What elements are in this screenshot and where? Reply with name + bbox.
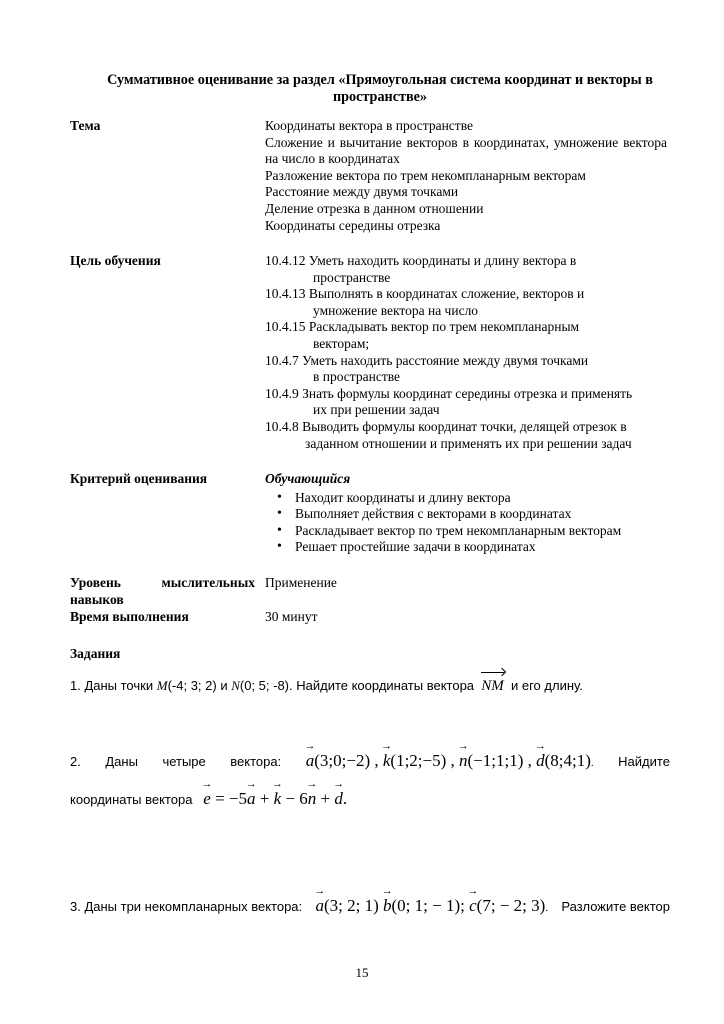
task-2-number: 2. bbox=[70, 754, 81, 769]
skills-value: Применение bbox=[265, 575, 337, 590]
topic-item: Сложение и вычитание векторов в координатах, умножение вектора на число в координатах bbox=[265, 134, 667, 167]
topic-list bbox=[265, 118, 667, 234]
task-3-vectors bbox=[315, 897, 548, 917]
objective-line: 10.4.7 Уметь находить расстояние между двумя точками bbox=[265, 352, 589, 368]
vector-b: → b bbox=[383, 897, 392, 915]
topic-item: Координаты середины отрезка bbox=[265, 217, 441, 233]
objectives-label: Цель обучения bbox=[70, 253, 161, 268]
vector-e: → e bbox=[203, 790, 211, 808]
task-3-tail: Разложите вектор bbox=[561, 899, 670, 914]
skills-label bbox=[70, 575, 255, 608]
point-n-coords: (0; 5; -8). Найдите координаты вектора bbox=[239, 678, 475, 693]
task-3-dot: . bbox=[545, 902, 549, 914]
task-2-find: Найдите bbox=[618, 754, 670, 769]
criteria-item: • Решает простейшие задачи в координатах bbox=[295, 539, 667, 556]
objectives-list bbox=[265, 253, 667, 452]
task-2-line-2 bbox=[70, 790, 347, 809]
topic-item: Координаты вектора в пространстве bbox=[265, 118, 473, 133]
topic-item: Разложение вектора по трем некомпланарным векторам bbox=[265, 167, 586, 183]
objective-line: в пространстве bbox=[313, 369, 401, 385]
task-1-lead: 1. Даны точки bbox=[70, 678, 154, 693]
vector-c: → c bbox=[469, 897, 477, 915]
topic-item: Деление отрезка в данном отношении bbox=[265, 200, 484, 216]
criteria-item: • Выполняет действия с векторами в координатах bbox=[295, 506, 667, 523]
task-2 bbox=[70, 752, 670, 772]
vector-a: → a bbox=[247, 790, 256, 808]
topic-label: Тема bbox=[70, 118, 101, 133]
topic-item: Расстояние между двумя точками bbox=[265, 184, 459, 200]
objective-line: 10.4.8 Выводить формулы координат точки, делящей отрезок в bbox=[265, 418, 627, 434]
task-1 bbox=[70, 675, 583, 695]
tasks-heading: Задания bbox=[70, 646, 121, 661]
objective-line: умножение вектора на число bbox=[313, 302, 479, 318]
title-line-1: Суммативное оценивание за раздел «Прямоугольная система координат и векторы в bbox=[107, 72, 653, 88]
objective-line: их при решении задач bbox=[313, 402, 440, 418]
task-2-dot: . bbox=[590, 757, 594, 769]
objective-line: заданном отношении и применять их при решении задач bbox=[305, 435, 632, 451]
task-2-word: Даны bbox=[105, 754, 138, 769]
criteria-block bbox=[265, 471, 667, 556]
criteria-heading: Обучающийся bbox=[265, 471, 351, 486]
criteria-label: Критерий оценивания bbox=[70, 471, 208, 486]
time-label: Время выполнения bbox=[70, 609, 189, 624]
point-n: N bbox=[231, 678, 240, 693]
task-2-word: четыре bbox=[162, 754, 206, 769]
vector-a-coords: (3; 2; 1) bbox=[323, 896, 379, 915]
objective-line: 10.4.15 Раскладывать вектор по трем некомпланарным bbox=[265, 319, 580, 335]
point-m: M bbox=[156, 678, 168, 693]
time-value: 30 минут bbox=[265, 609, 318, 624]
objective-line: 10.4.9 Знать формулы координат середины отрезка и применять bbox=[265, 385, 633, 401]
vector-b-coords: (0; 1; − 1); bbox=[391, 896, 465, 915]
task-2-vectors bbox=[306, 752, 594, 772]
vector-nm: NM bbox=[481, 675, 504, 695]
point-m-coords: (-4; 3; 2) и bbox=[167, 678, 228, 693]
criteria-item: • Раскладывает вектор по трем некомпланарным векторам bbox=[295, 523, 667, 540]
expr-part: = −5 bbox=[210, 789, 248, 808]
vector-d: → d bbox=[536, 752, 545, 770]
objective-line: 10.4.12 Уметь находить координаты и длину вектора в bbox=[265, 253, 577, 268]
task-3-lead: 3. Даны три некомпланарных вектора: bbox=[70, 899, 303, 914]
vector-k: → k bbox=[383, 752, 391, 770]
task-2-expression bbox=[203, 789, 347, 808]
task-1-tail: и его длину. bbox=[511, 678, 583, 693]
task-2-line2-lead: координаты вектора bbox=[70, 792, 193, 807]
vector-k: → k bbox=[274, 790, 282, 808]
objective-line: пространстве bbox=[313, 269, 391, 285]
title-line-2: пространстве» bbox=[332, 89, 428, 105]
task-2-word: вектора: bbox=[230, 754, 282, 769]
objective-line: векторам; bbox=[313, 335, 370, 351]
vector-a: → a bbox=[315, 897, 324, 915]
vector-n: → n bbox=[308, 790, 317, 808]
expr-part: . bbox=[342, 789, 348, 808]
objective-line: 10.4.13 Выполнять в координатах сложение, векторов и bbox=[265, 286, 585, 302]
expr-part: + bbox=[316, 789, 335, 808]
vector-d: → d bbox=[334, 790, 343, 808]
vector-c-coords: (7; − 2; 3) bbox=[476, 896, 546, 915]
vector-n-coords: (−1;1;1) , bbox=[467, 751, 532, 770]
vector-a: → a bbox=[306, 752, 315, 770]
vector-k-coords: (1;2;−5) , bbox=[390, 751, 455, 770]
document-title bbox=[70, 72, 690, 106]
vector-d-coords: (8;4;1) bbox=[544, 751, 591, 770]
vector-a-coords: (3;0;−2) , bbox=[314, 751, 379, 770]
task-3 bbox=[70, 897, 670, 917]
expr-part: + bbox=[255, 789, 274, 808]
page-number: 15 bbox=[355, 965, 369, 980]
vector-n: → n bbox=[459, 752, 468, 770]
skills-label-line2: навыков bbox=[70, 591, 124, 607]
skills-label-word: мыслительных bbox=[161, 575, 255, 590]
criteria-list bbox=[265, 490, 667, 556]
skills-label-word: Уровень bbox=[70, 575, 121, 590]
criteria-item: • Находит координаты и длину вектора bbox=[295, 490, 667, 507]
expr-part: − 6 bbox=[281, 789, 308, 808]
